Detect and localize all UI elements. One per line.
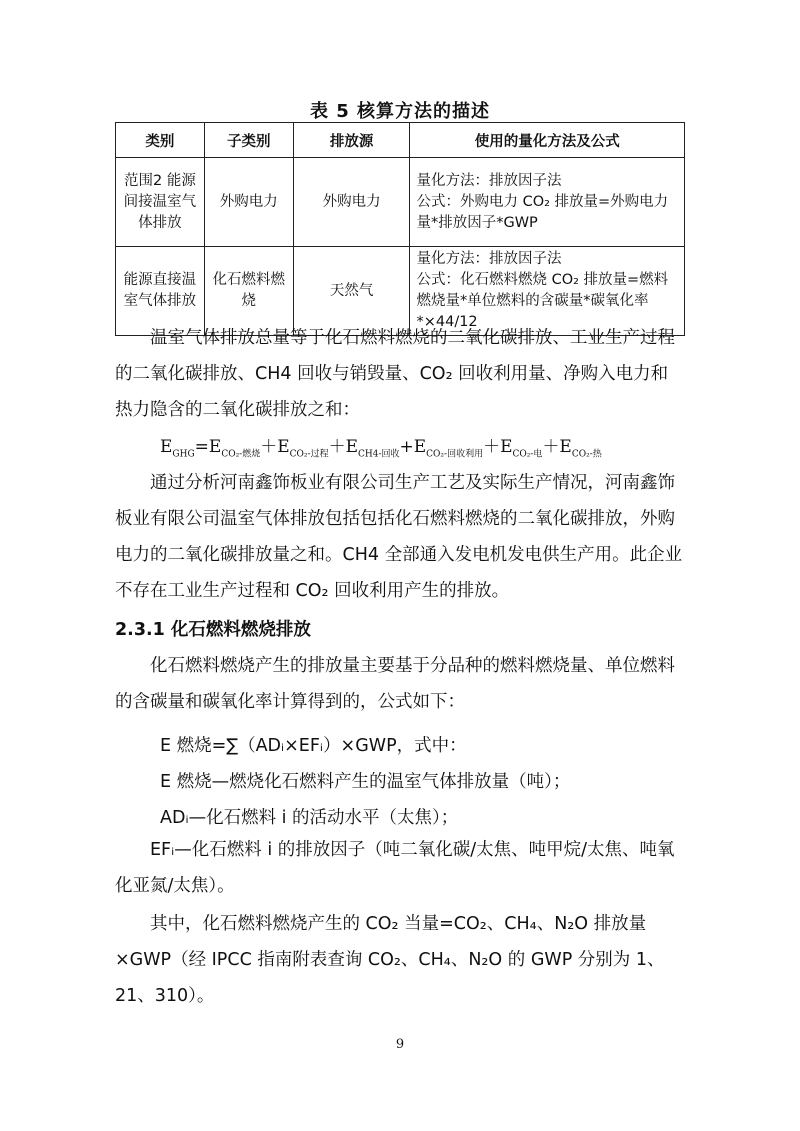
paragraph-co2-equivalent: 其中，化石燃料燃烧产生的 CO₂ 当量=CO₂、CH₄、N₂O 排放量×GWP（经 IPCC 指南附表查询 CO₂、CH₄、N₂O 的 GWP 分别为 1、21、310）。: [115, 914, 665, 1006]
method-name: 量化方法：排放因子法: [416, 172, 562, 189]
paragraph-fossil-fuel: 化石燃料燃烧产生的排放量主要基于分品种的燃料燃烧量、单位燃料的含碳量和碳氧化率计算得到的，公式如下：: [115, 656, 675, 712]
method-table: [115, 122, 685, 336]
table-header-row: [116, 123, 685, 158]
section-heading: 2.3.1 化石燃料燃烧排放: [115, 620, 311, 640]
definition-line: ADᵢ—化石燃料 i 的活动水平（太焦）；: [160, 808, 459, 828]
paragraph-company-analysis: 通过分析河南鑫饰板业有限公司生产工艺及实际生产情况，河南鑫饰板业有限公司温室气体排放包括包括化石燃料燃烧的二氧化碳排放，外购电力的二氧化碳排放量之和。CH4 全部通入发电机发电供生产用。此企业不存在工业生产过程和 CO₂ 回收利用产生的排放。: [115, 473, 683, 601]
table-row: [116, 158, 685, 247]
eq-term-sub: CO₂-电: [512, 449, 543, 460]
eq-term-sub: CH4-回收: [358, 449, 400, 460]
table-header-cell: 排放源: [293, 123, 410, 158]
subcategory-cell: 外购电力: [204, 158, 293, 247]
subcategory-cell: 化石燃料燃烧: [204, 247, 293, 336]
definition-line: EFᵢ—化石燃料 i 的排放因子（吨二氧化碳/太焦、吨甲烷/太焦、吨氧化亚氮/太焦）。: [115, 840, 675, 896]
eq-term-sub: CO₂-过程: [289, 449, 329, 460]
source-cell: 外购电力: [293, 158, 410, 247]
eq-term-sub: CO₂-热: [571, 449, 602, 460]
eq-term-sub: CO₂-回收利用: [426, 449, 484, 460]
category-cell: 能源直接温室气体排放: [116, 247, 205, 336]
eq-lhs-sub: GHG: [172, 449, 195, 460]
table-caption: 表 5 核算方法的描述: [309, 101, 491, 122]
formula-line: E 燃烧=∑（ADᵢ×EFᵢ）×GWP，式中：: [160, 736, 467, 756]
category-cell: 范围2 能源间接温室气体排放: [116, 158, 205, 247]
paragraph-total-emissions: 温室气体排放总量等于化石燃料燃烧的二氧化碳排放、工业生产过程的二氧化碳排放、CH4 回收与销毁量、CO₂ 回收利用量、净购入电力和热力隐含的二氧化碳排放之和：: [115, 328, 675, 420]
definition-line: E 燃烧—燃烧化石燃料产生的温室气体排放量（吨）；: [160, 772, 571, 792]
table-header-cell: 子类别: [204, 123, 293, 158]
method-cell: [410, 158, 685, 247]
method-name: 量化方法：排放因子法: [416, 251, 562, 267]
source-cell: 天然气: [293, 247, 410, 336]
page-number: 9: [395, 1037, 405, 1052]
eq-term-sub: CO₂-燃烧: [221, 449, 261, 460]
table-header-cell: 使用的量化方法及公式: [410, 123, 685, 158]
table-header-cell: 类别: [116, 123, 205, 158]
method-formula: 公式：化石燃料燃烧 CO₂ 排放量=燃料燃烧量*单位燃料的含碳量*碳氧化率*×44/12: [416, 272, 669, 330]
total-emission-equation: $E_{GHG}=E_{CO_2-燃烧}+E_{CO_2-过程}+E_{CH4-回收}+E_{CO_2-回收利用}+E_{CO_2-电}+E_{CO_2-热}$: [160, 437, 602, 460]
eq-lhs: E: [160, 437, 173, 457]
method-formula: 公式：外购电力 CO₂ 排放量=外购电力量*排放因子*GWP: [416, 193, 669, 231]
